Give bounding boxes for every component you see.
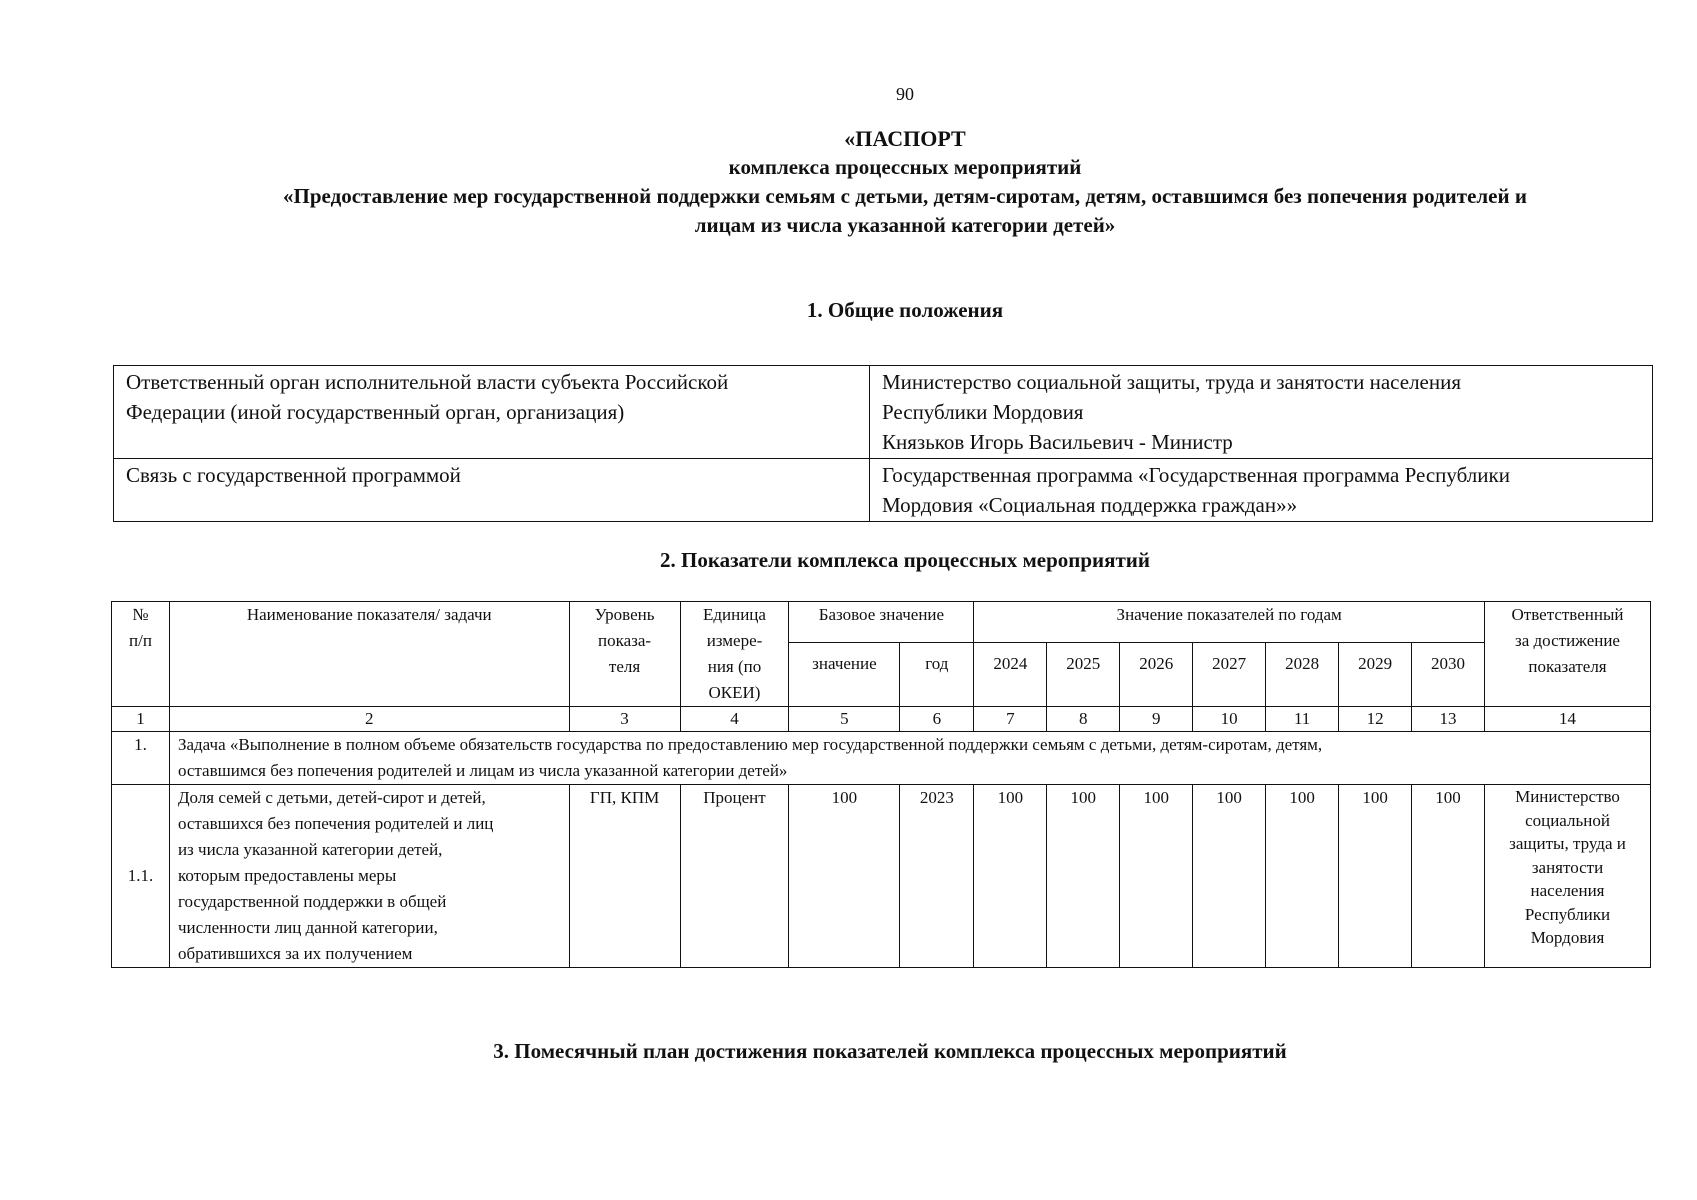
value-line: Министерство социальной защиты, труда и занятости населения <box>882 370 1462 394</box>
indicator-year-value: 100 <box>1412 785 1485 968</box>
header-level <box>569 602 680 707</box>
indicator-row <box>112 785 1651 968</box>
column-numbers-row <box>112 707 1651 732</box>
task-text-line: оставшимся без попечения родителей и лицам из числа указанной категории детей» <box>177 761 788 780</box>
responsible-line: Республики <box>1524 904 1611 924</box>
indicator-num: 1.1. <box>112 785 170 968</box>
header-year: 2028 <box>1266 643 1339 707</box>
indicator-base-value: 100 <box>789 785 900 968</box>
section-1-heading: 1. Общие положения <box>806 298 1004 322</box>
table-row <box>114 459 1653 522</box>
column-number: 4 <box>680 707 789 732</box>
column-number: 9 <box>1120 707 1193 732</box>
label-line: Федерации (иной государственный орган, организация) <box>126 400 625 424</box>
column-number: 11 <box>1266 707 1339 732</box>
indicator-year-value: 100 <box>974 785 1047 968</box>
column-number: 10 <box>1193 707 1266 732</box>
responsible-line: занятости <box>1531 857 1604 877</box>
header-by-years: Значение показателей по годам <box>974 602 1485 643</box>
header-unit <box>680 602 789 707</box>
indicator-level: ГП, КПМ <box>569 785 680 968</box>
header-text: ОКЕИ) <box>708 683 761 702</box>
header-year: 2025 <box>1047 643 1120 707</box>
header-year: 2024 <box>974 643 1047 707</box>
responsible-line: Мордовия <box>1530 928 1605 947</box>
header-text: показа- <box>598 631 652 650</box>
header-text: Ответственный <box>1511 605 1624 624</box>
document-title <box>0 124 1697 240</box>
task-row <box>112 732 1651 785</box>
column-number: 12 <box>1339 707 1412 732</box>
header-text: № <box>132 605 149 624</box>
header-base: Базовое значение <box>789 602 974 643</box>
value-line: Мордовия «Социальная поддержка граждан»» <box>882 493 1298 517</box>
title-line-3: «Предоставление мер государственной поддержки семьям с детьми, детям-сиротам, детям, оставшимся без попечения родителей и <box>283 184 1527 208</box>
indicator-year-value: 100 <box>1339 785 1412 968</box>
task-text-line: Задача «Выполнение в полном объеме обязательств государства по предоставлению мер государственной поддержки семьям с детьми, детям-сиротам, детям, <box>177 735 1323 754</box>
indicator-year-value: 100 <box>1266 785 1339 968</box>
responsible-line: защиты, труда и <box>1509 834 1626 853</box>
general-provisions-table <box>113 365 1653 522</box>
header-text: ния (по <box>707 657 762 676</box>
column-number: 13 <box>1412 707 1485 732</box>
program-link-label <box>114 459 870 522</box>
column-number: 3 <box>569 707 680 732</box>
indicator-name-line: Доля семей с детьми, детей-сирот и детей, <box>177 788 486 807</box>
header-year: 2026 <box>1120 643 1193 707</box>
column-number: 2 <box>169 707 569 732</box>
table-row <box>114 366 1653 459</box>
indicator-year-value: 100 <box>1193 785 1266 968</box>
page-number: 90 <box>896 84 914 104</box>
value-line: Республики Мордовия <box>882 400 1084 424</box>
indicator-base-year: 2023 <box>900 785 974 968</box>
task-num: 1. <box>112 732 170 785</box>
section-2-heading: 2. Показатели комплекса процессных мероприятий <box>659 548 1150 572</box>
header-text: Уровень <box>594 605 655 624</box>
value-line: Князьков Игорь Васильевич - Министр <box>882 430 1233 454</box>
header-year: 2027 <box>1193 643 1266 707</box>
column-number: 8 <box>1047 707 1120 732</box>
value-line: Государственная программа «Государственная программа Республики <box>882 463 1510 487</box>
indicator-name-line: численности лиц данной категории, <box>177 918 438 937</box>
indicator-responsible <box>1485 785 1651 968</box>
indicators-table <box>111 601 1651 968</box>
header-year: 2030 <box>1412 643 1485 707</box>
title-line-4: лицам из числа указанной категории детей» <box>694 213 1116 237</box>
title-line-2: комплекса процессных мероприятий <box>728 155 1082 179</box>
header-text: измере- <box>706 631 763 650</box>
header-responsible <box>1485 602 1651 707</box>
indicator-name-line: которым предоставлены меры <box>177 866 397 885</box>
header-text: п/п <box>129 631 152 650</box>
responsible-line: социальной <box>1525 810 1610 830</box>
header-text: за достижение <box>1515 631 1620 650</box>
indicator-unit: Процент <box>680 785 789 968</box>
column-number: 6 <box>900 707 974 732</box>
header-name: Наименование показателя/ задачи <box>169 602 569 707</box>
responsible-body-label <box>114 366 870 459</box>
indicator-year-value: 100 <box>1047 785 1120 968</box>
responsible-body-value <box>870 366 1653 459</box>
indicator-name-line: государственной поддержки в общей <box>177 892 447 911</box>
label-line: Связь с государственной программой <box>126 463 461 487</box>
indicator-name <box>169 785 569 968</box>
header-text: теля <box>608 657 641 676</box>
column-number: 7 <box>974 707 1047 732</box>
column-number: 14 <box>1485 707 1651 732</box>
header-text: показателя <box>1528 657 1607 676</box>
indicator-name-line: обратившихся за их получением <box>177 944 413 963</box>
column-number: 1 <box>112 707 170 732</box>
task-text <box>169 732 1650 785</box>
section-3-heading: 3. Помесячный план достижения показателей комплекса процессных мероприятий <box>493 1039 1287 1063</box>
responsible-line: населения <box>1530 881 1605 900</box>
header-base-value: значение <box>789 643 900 707</box>
column-number: 5 <box>789 707 900 732</box>
header-year: 2029 <box>1339 643 1412 707</box>
title-line-1: «ПАСПОРТ <box>844 126 966 151</box>
header-num <box>112 602 170 707</box>
indicator-year-value: 100 <box>1120 785 1193 968</box>
program-link-value <box>870 459 1653 522</box>
header-text: Единица <box>702 605 766 624</box>
header-row <box>112 602 1651 643</box>
indicator-name-line: из числа указанной категории детей, <box>177 840 443 859</box>
header-base-year: год <box>900 643 974 707</box>
label-line: Ответственный орган исполнительной власти субъекта Российской <box>126 370 729 394</box>
indicator-name-line: оставшихся без попечения родителей и лиц <box>177 814 494 833</box>
responsible-line: Министерство <box>1515 787 1620 806</box>
